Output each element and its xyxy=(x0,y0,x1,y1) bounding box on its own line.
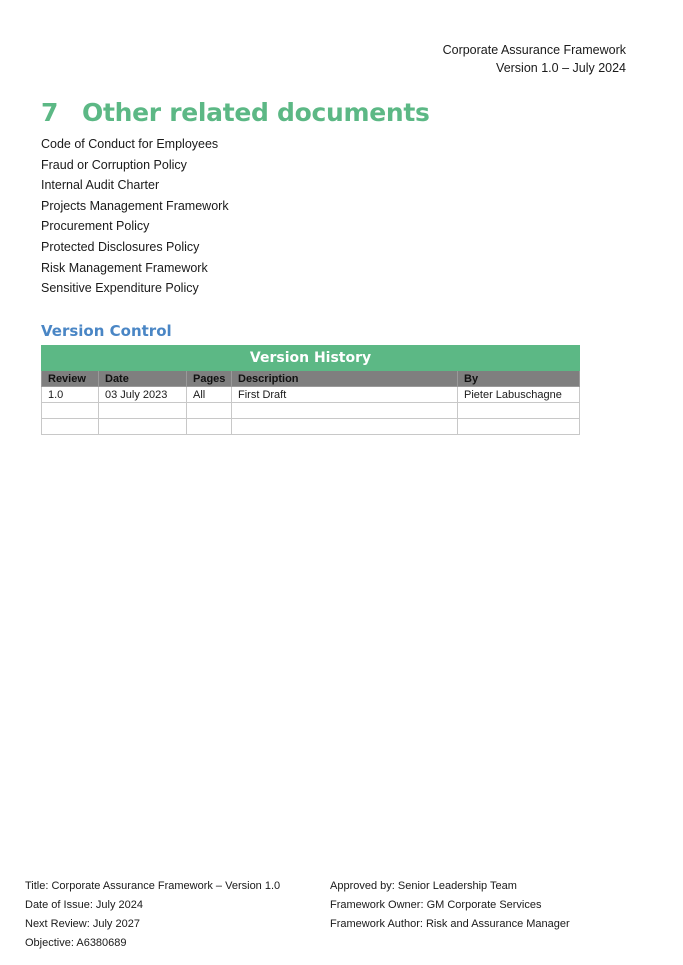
table-cell xyxy=(42,403,99,419)
header-title: Corporate Assurance Framework xyxy=(442,43,626,57)
footer-date-of-issue: Date of Issue: July 2024 xyxy=(25,899,144,911)
table-cell: All xyxy=(187,387,232,403)
table-row xyxy=(42,419,580,435)
list-item: Sensitive Expenditure Policy xyxy=(41,281,199,296)
table-cell xyxy=(42,419,99,435)
list-item: Fraud or Corruption Policy xyxy=(41,157,187,172)
table-cell xyxy=(232,419,458,435)
column-header-pages: Pages xyxy=(187,371,232,387)
footer-title: Title: Corporate Assurance Framework – Version 1.0 xyxy=(25,880,281,892)
list-item: Protected Disclosures Policy xyxy=(41,239,200,254)
table-row xyxy=(42,387,580,403)
version-history-table xyxy=(41,345,580,435)
header-version: Version 1.0 – July 2024 xyxy=(496,61,626,75)
page-header xyxy=(443,41,626,77)
table-cell: 03 July 2023 xyxy=(99,387,187,403)
section-number: 7 xyxy=(41,98,59,127)
table-cell: First Draft xyxy=(232,387,458,403)
table-cell xyxy=(232,403,458,419)
list-item: Procurement Policy xyxy=(41,219,150,234)
table-cell: 1.0 xyxy=(42,387,99,403)
footer-left xyxy=(25,877,280,953)
footer-right xyxy=(330,877,570,934)
list-item: Internal Audit Charter xyxy=(41,178,160,193)
footer-author: Framework Author: Risk and Assurance Manager xyxy=(330,918,570,930)
column-header-date: Date xyxy=(99,371,187,387)
related-documents-list xyxy=(41,134,229,299)
list-item: Code of Conduct for Employees xyxy=(41,137,219,151)
table-cell xyxy=(458,419,580,435)
column-header-review: Review xyxy=(42,371,99,387)
table-cell xyxy=(187,403,232,419)
table-cell xyxy=(187,419,232,435)
table-cell xyxy=(99,419,187,435)
table-cell xyxy=(458,403,580,419)
table-title: Version History xyxy=(42,346,580,371)
table-cell: Pieter Labuschagne xyxy=(458,387,580,403)
list-item: Risk Management Framework xyxy=(41,260,208,275)
table-cell xyxy=(99,403,187,419)
table-header-row xyxy=(42,371,580,387)
footer-objective: Objective: A6380689 xyxy=(25,937,127,949)
table-row xyxy=(42,403,580,419)
list-item: Projects Management Framework xyxy=(41,198,229,213)
column-header-description: Description xyxy=(232,371,458,387)
version-control-heading: Version Control xyxy=(41,322,172,340)
footer-next-review: Next Review: July 2027 xyxy=(25,918,140,930)
section-title: Other related documents xyxy=(82,98,430,127)
column-header-by: By xyxy=(458,371,580,387)
footer-owner: Framework Owner: GM Corporate Services xyxy=(330,899,542,911)
footer-approved-by: Approved by: Senior Leadership Team xyxy=(330,880,517,892)
section-heading xyxy=(41,98,430,127)
